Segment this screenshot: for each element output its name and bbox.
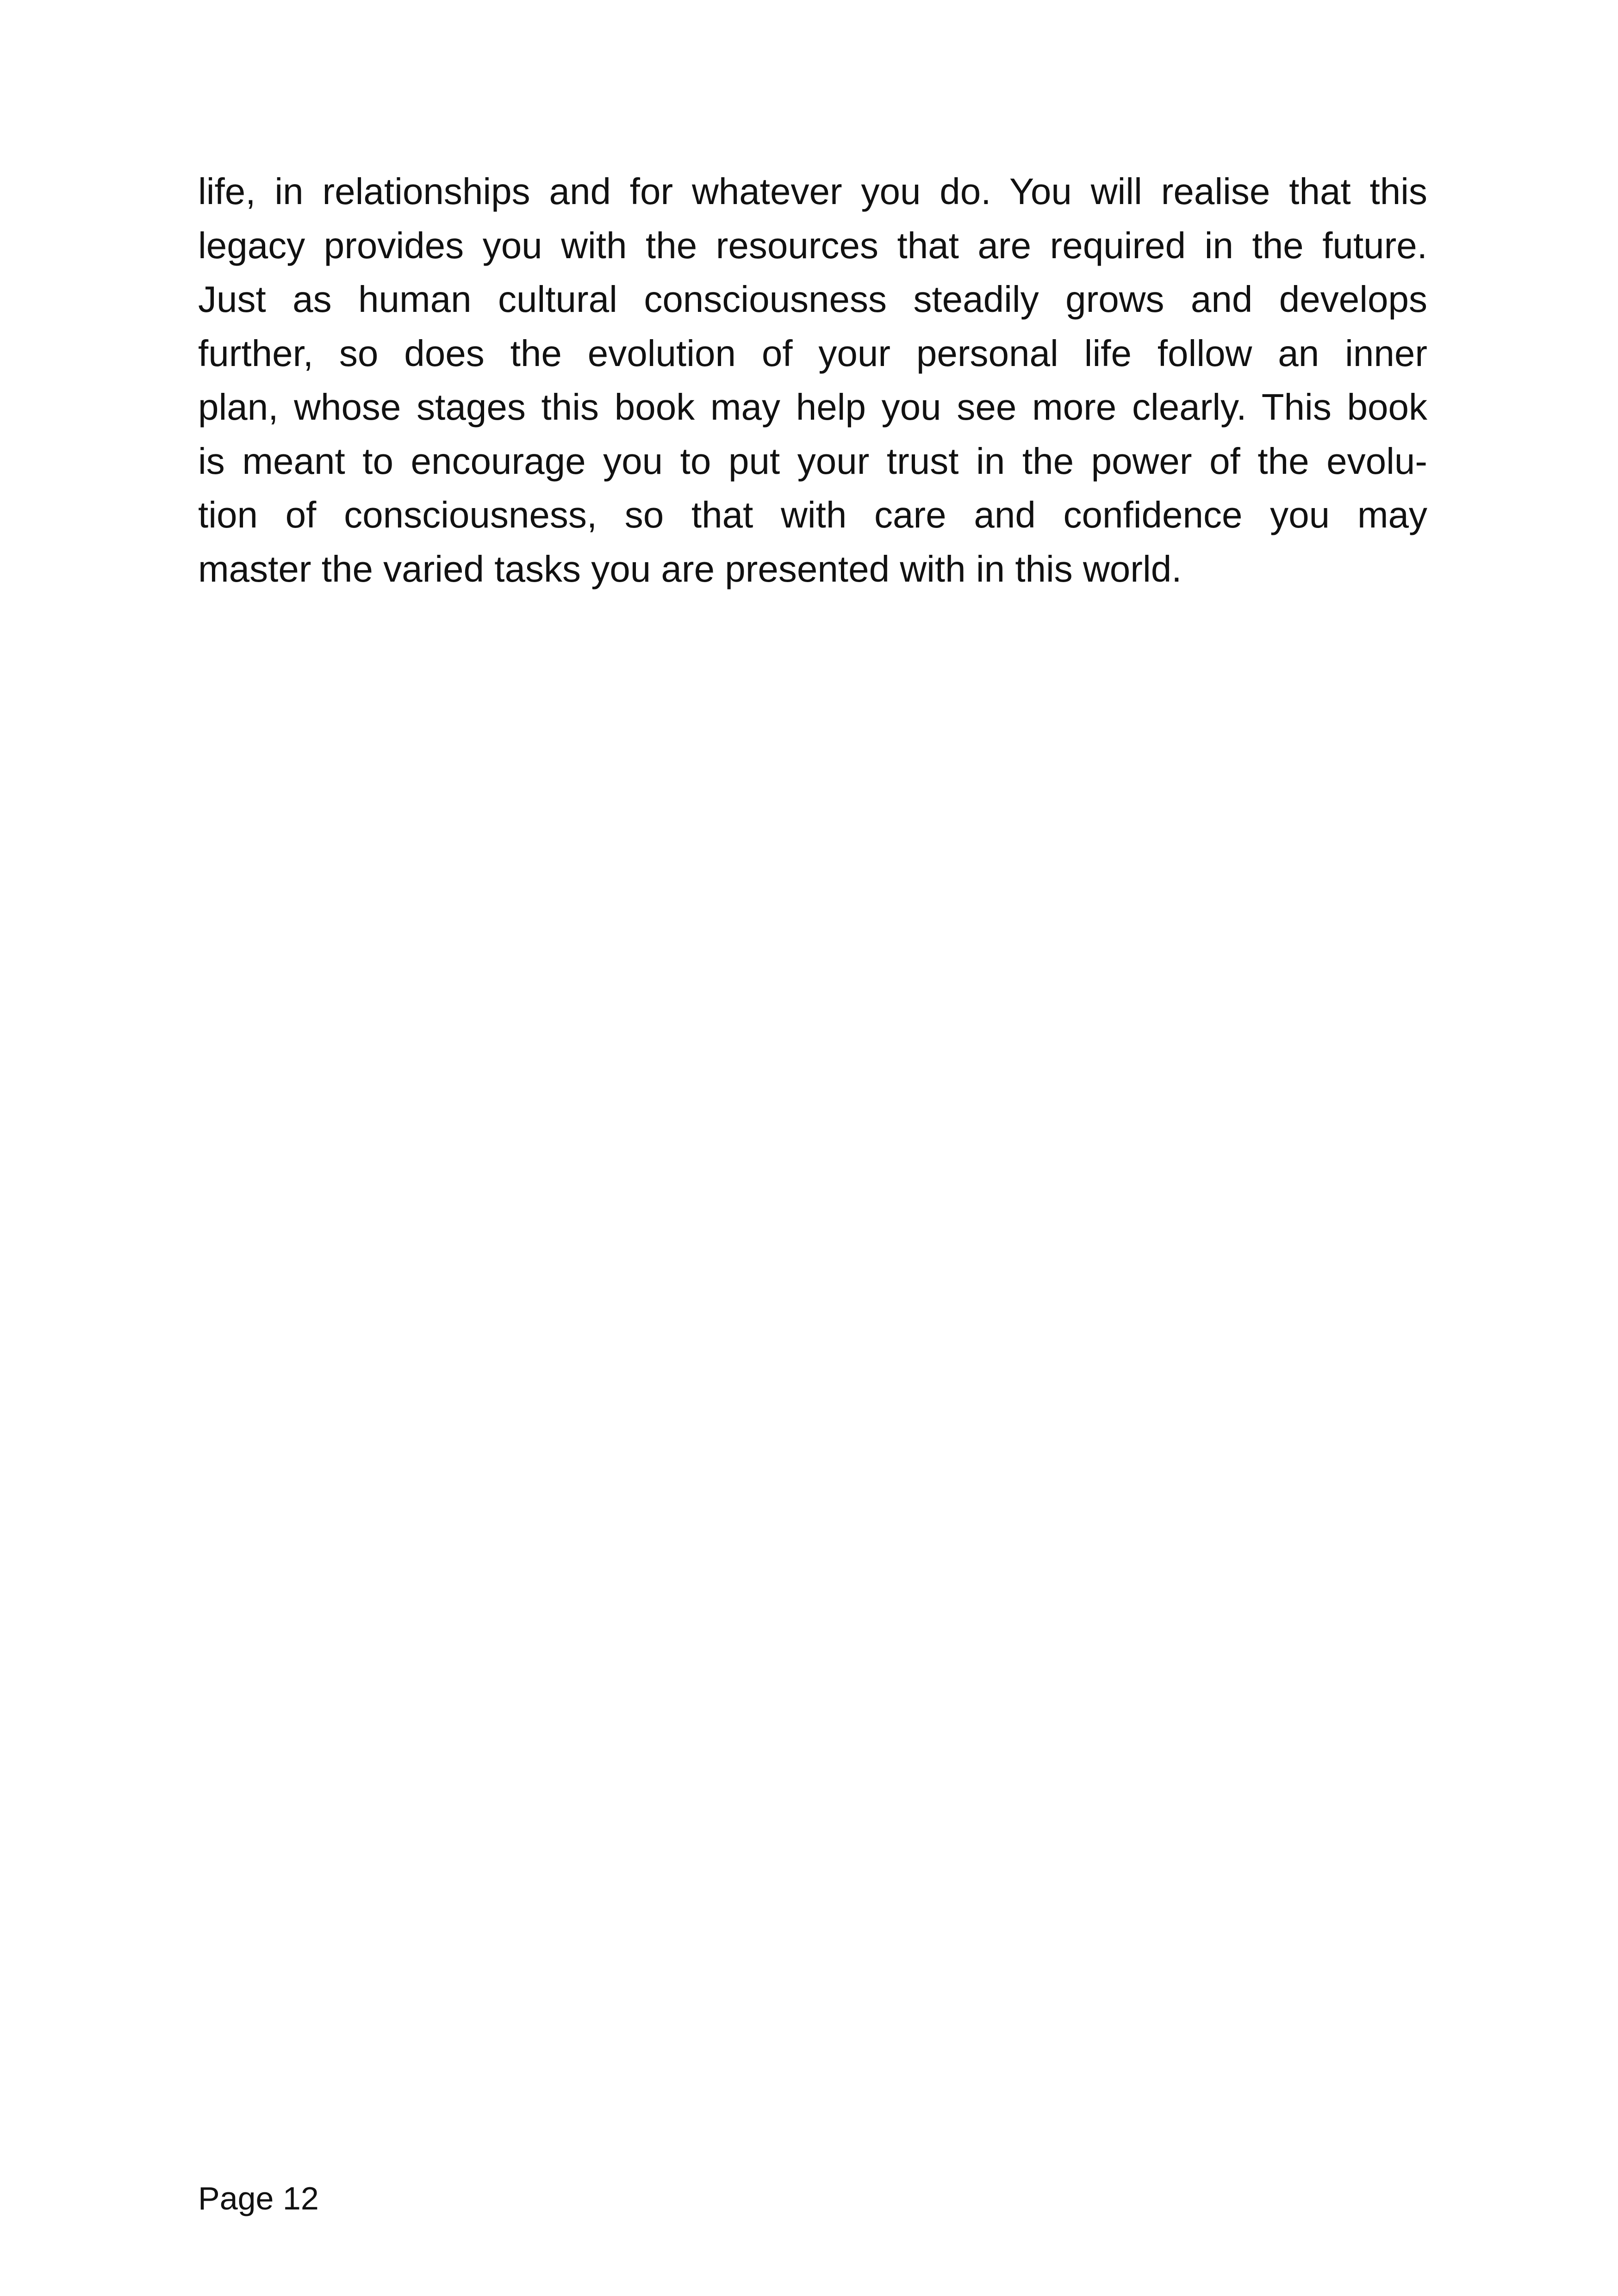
paragraph-line: tion of consciousness, so that with care and confidence you may [198, 494, 1427, 535]
paragraph-line: further, so does the evolution of your personal life follow an inner [198, 332, 1427, 374]
paragraph-line: Just as human cultural consciousness steadily grows and develops [198, 279, 1427, 320]
paragraph-line: legacy provides you with the resources that are required in the future. [198, 224, 1427, 266]
paragraph-line: life, in relationships and for whatever you do. You will realise that this [198, 171, 1427, 212]
body-paragraph [198, 165, 1427, 596]
page-number: Page 12 [198, 2180, 319, 2216]
paragraph-line: plan, whose stages this book may help you see more clearly. This book [198, 386, 1427, 428]
paragraph-line: master the varied tasks you are presented with in this world. [198, 548, 1182, 590]
paragraph-line: is meant to encourage you to put your trust in the power of the evolu- [198, 440, 1427, 482]
